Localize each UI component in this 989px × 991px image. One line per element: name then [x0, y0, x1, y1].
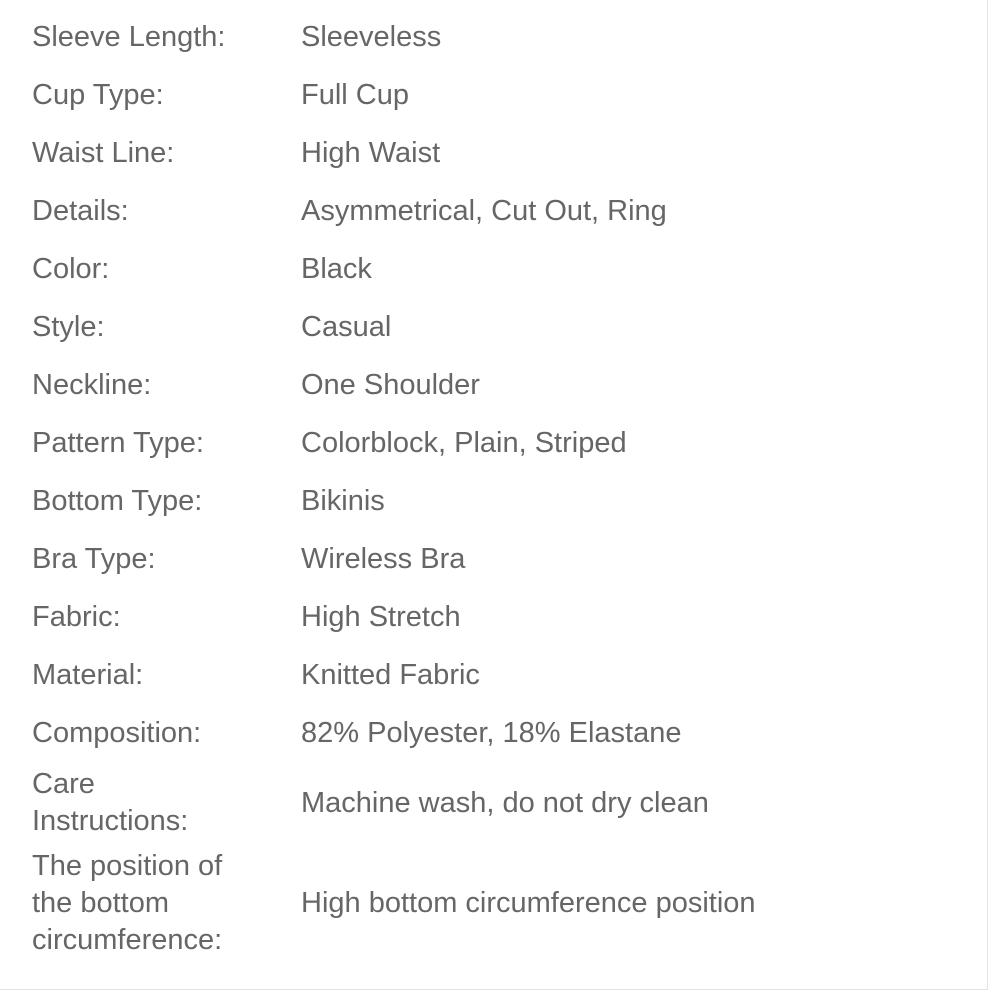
attribute-value: 82% Polyester, 18% Elastane: [301, 716, 682, 749]
attribute-value: High Waist: [301, 136, 441, 169]
attribute-label: Composition:: [32, 716, 202, 749]
attribute-label: Care Instructions:: [32, 768, 189, 837]
attribute-label: Style:: [32, 310, 105, 343]
attribute-row-sleeve-length: [32, 8, 972, 66]
attribute-label: Sleeve Length:: [32, 20, 226, 53]
attribute-label: Material:: [32, 658, 144, 691]
attribute-row-composition: [32, 704, 972, 762]
attribute-value: High Stretch: [301, 600, 461, 633]
attribute-value: Casual: [301, 310, 392, 343]
attribute-label: Details:: [32, 194, 129, 227]
attribute-value: One Shoulder: [301, 368, 480, 401]
attribute-row-material: [32, 646, 972, 704]
attribute-row-color: [32, 240, 972, 298]
attribute-label: Fabric:: [32, 600, 121, 633]
attribute-value: Bikinis: [301, 484, 385, 517]
attribute-label: Color:: [32, 252, 110, 285]
attribute-label: The position of the bottom circumference:: [32, 850, 223, 956]
attribute-row-details: [32, 182, 972, 240]
attribute-list: [32, 8, 972, 963]
attribute-row-bottom-circumference-position: [32, 844, 972, 963]
attribute-row-pattern-type: [32, 414, 972, 472]
attribute-value: Sleeveless: [301, 20, 442, 53]
attribute-value: Machine wash, do not dry clean: [301, 786, 709, 819]
attribute-label: Cup Type:: [32, 78, 164, 111]
attribute-row-cup-type: [32, 66, 972, 124]
attribute-row-style: [32, 298, 972, 356]
attribute-row-bottom-type: [32, 472, 972, 530]
attribute-value: Colorblock, Plain, Striped: [301, 426, 627, 459]
attribute-label: Neckline:: [32, 368, 152, 401]
attribute-row-waist-line: [32, 124, 972, 182]
attribute-value: Asymmetrical, Cut Out, Ring: [301, 194, 667, 227]
attribute-value: High bottom circumference position: [301, 887, 756, 919]
attribute-row-bra-type: [32, 530, 972, 588]
attribute-label: Bra Type:: [32, 542, 156, 575]
attribute-label: Pattern Type:: [32, 426, 204, 459]
attribute-value: Wireless Bra: [301, 542, 466, 575]
attribute-value: Black: [301, 252, 372, 285]
attribute-row-care-instructions: [32, 762, 972, 844]
attribute-row-fabric: [32, 588, 972, 646]
attribute-value: Full Cup: [301, 78, 409, 111]
attribute-value: Knitted Fabric: [301, 658, 480, 691]
attribute-label: Waist Line:: [32, 136, 175, 169]
attribute-label: Bottom Type:: [32, 484, 203, 517]
attribute-row-neckline: [32, 356, 972, 414]
